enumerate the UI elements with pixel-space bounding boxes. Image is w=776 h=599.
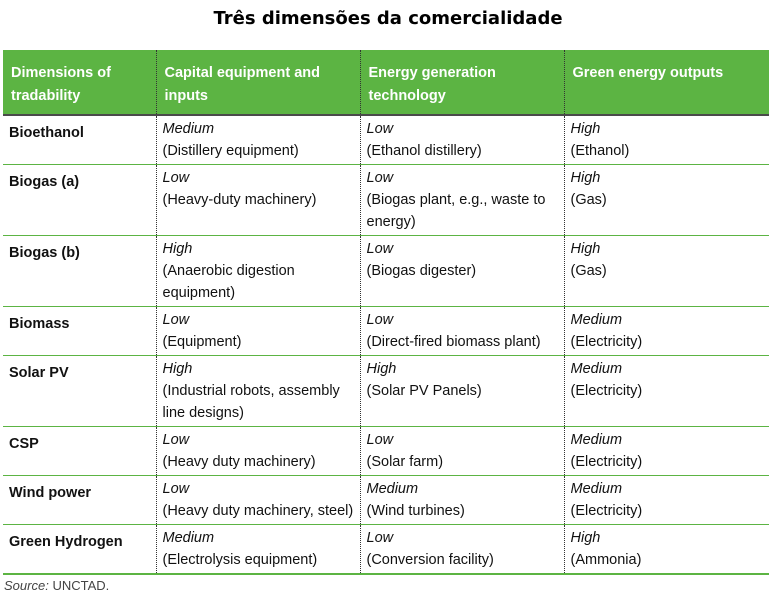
tradability-detail: (Industrial robots, assembly line designs) xyxy=(162,383,340,421)
tradability-level: Medium xyxy=(162,530,215,546)
tradability-detail: (Biogas plant, e.g., waste to energy) xyxy=(366,192,546,230)
table-cell xyxy=(156,476,360,525)
row-dimension: Green Hydrogen xyxy=(9,534,123,550)
tradability-detail: (Heavy duty machinery, steel) xyxy=(162,503,354,519)
tradability-detail: (Ethanol) xyxy=(570,143,630,159)
tradability-level: High xyxy=(366,361,397,377)
tradability-detail: (Electrolysis equipment) xyxy=(162,552,318,568)
tradability-level: Low xyxy=(366,241,394,257)
table-row xyxy=(3,427,769,476)
column-header: Capital equipment and inputs xyxy=(156,50,360,115)
tradability-table xyxy=(3,50,769,575)
tradability-detail: (Solar farm) xyxy=(366,454,444,470)
row-dimension: Wind power xyxy=(9,485,92,501)
table-cell xyxy=(360,356,564,427)
tradability-level: High xyxy=(570,530,601,546)
tradability-level: Low xyxy=(162,312,190,328)
tradability-level: High xyxy=(162,361,193,377)
source-label: Source: xyxy=(4,578,49,593)
table-cell xyxy=(564,236,769,307)
table-header-row xyxy=(3,50,769,115)
tradability-detail: (Solar PV Panels) xyxy=(366,383,482,399)
tradability-level: Low xyxy=(366,121,394,137)
table-cell xyxy=(360,307,564,356)
tradability-level: Medium xyxy=(570,481,623,497)
tradability-detail: (Electricity) xyxy=(570,334,643,350)
source-note xyxy=(4,578,109,593)
tradability-level: Low xyxy=(366,432,394,448)
tradability-detail: (Wind turbines) xyxy=(366,503,465,519)
tradability-detail: (Ethanol distillery) xyxy=(366,143,482,159)
table-cell xyxy=(360,115,564,165)
table-cell xyxy=(564,307,769,356)
table-cell xyxy=(360,525,564,575)
tradability-detail: (Anaerobic digestion equipment) xyxy=(162,263,295,301)
tradability-level: High xyxy=(162,241,193,257)
table-cell xyxy=(156,115,360,165)
table-row xyxy=(3,476,769,525)
tradability-detail: (Gas) xyxy=(570,192,607,208)
row-dimension: Solar PV xyxy=(9,365,69,381)
tradability-level: High xyxy=(570,170,601,186)
table-row xyxy=(3,356,769,427)
table-cell xyxy=(156,356,360,427)
tradability-level: Low xyxy=(162,481,190,497)
table-cell xyxy=(564,427,769,476)
table-row xyxy=(3,236,769,307)
table-row xyxy=(3,525,769,575)
column-header: Green energy outputs xyxy=(564,50,769,115)
tradability-detail: (Gas) xyxy=(570,263,607,279)
tradability-detail: (Distillery equipment) xyxy=(162,143,299,159)
tradability-detail: (Biogas digester) xyxy=(366,263,477,279)
tradability-detail: (Heavy-duty machinery) xyxy=(162,192,317,208)
table-cell xyxy=(360,236,564,307)
table-cell xyxy=(564,525,769,575)
table-cell xyxy=(564,476,769,525)
table-cell xyxy=(156,307,360,356)
tradability-level: Medium xyxy=(366,481,419,497)
tradability-level: Low xyxy=(366,312,394,328)
page-title: Três dimensões da comercialidade xyxy=(213,8,563,29)
tradability-detail: (Ammonia) xyxy=(570,552,642,568)
table-cell xyxy=(156,236,360,307)
tradability-level: Low xyxy=(162,170,190,186)
tradability-level: High xyxy=(570,241,601,257)
table-cell xyxy=(564,356,769,427)
table-cell xyxy=(156,165,360,236)
table-cell xyxy=(360,165,564,236)
row-dimension: Biomass xyxy=(9,316,70,332)
tradability-level: Medium xyxy=(570,432,623,448)
table-cell xyxy=(564,165,769,236)
table-row xyxy=(3,115,769,165)
tradability-level: Low xyxy=(366,170,394,186)
table-cell xyxy=(360,476,564,525)
tradability-level: High xyxy=(570,121,601,137)
tradability-detail: (Equipment) xyxy=(162,334,242,350)
tradability-level: Medium xyxy=(570,361,623,377)
table-cell xyxy=(564,115,769,165)
tradability-detail: (Heavy duty machinery) xyxy=(162,454,316,470)
tradability-level: Medium xyxy=(570,312,623,328)
tradability-level: Low xyxy=(366,530,394,546)
tradability-detail: (Direct-fired biomass plant) xyxy=(366,334,541,350)
row-dimension: Biogas (b) xyxy=(9,245,80,261)
table-cell xyxy=(360,427,564,476)
tradability-detail: (Conversion facility) xyxy=(366,552,494,568)
column-header: Dimensions of tradability xyxy=(3,50,156,115)
table-body xyxy=(3,115,769,574)
tradability-detail: (Electricity) xyxy=(570,503,643,519)
tradability-detail: (Electricity) xyxy=(570,454,643,470)
row-dimension: CSP xyxy=(9,436,39,452)
tradability-level: Medium xyxy=(162,121,215,137)
tradability-level: Low xyxy=(162,432,190,448)
source-text: UNCTAD. xyxy=(52,578,110,593)
table-row xyxy=(3,165,769,236)
tradability-detail: (Electricity) xyxy=(570,383,643,399)
row-dimension: Bioethanol xyxy=(9,125,84,141)
table-row xyxy=(3,307,769,356)
row-dimension: Biogas (a) xyxy=(9,174,80,190)
table-cell xyxy=(156,525,360,575)
column-header: Energy generation technology xyxy=(360,50,564,115)
table-cell xyxy=(156,427,360,476)
